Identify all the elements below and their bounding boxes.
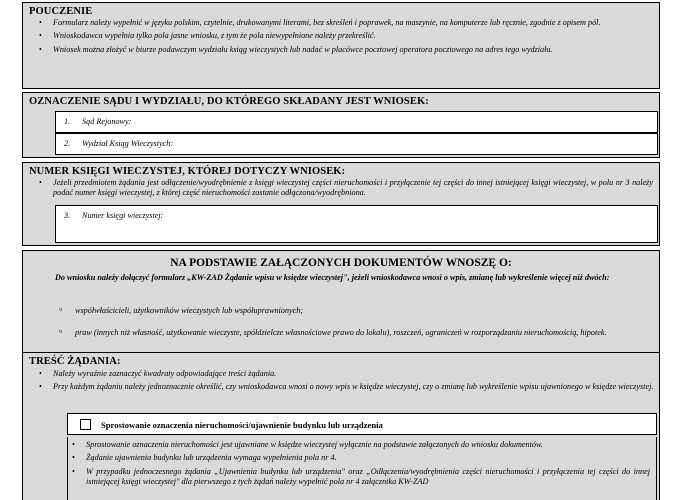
correction-checkbox-label: Sprostowanie oznaczenia nieruchomości/ujawnienie budynku lub urządzenia [101, 420, 383, 430]
bullet-icon: • [39, 178, 42, 187]
request-content-list [23, 369, 661, 393]
bullet-icon: • [72, 466, 75, 476]
bullet-icon: • [39, 31, 42, 41]
bullet-icon: • [39, 369, 42, 378]
small-square-icon: ▫ [59, 326, 63, 336]
bullet-icon: • [39, 44, 42, 54]
land-register-section [22, 162, 660, 246]
attachment-condition-rights: praw (innych niż własność, użytkowanie wieczyste, spółdzielcze własnościowe prawo do lokalu), roszczeń, ograniczeń w rozporządzaniu nieruchomością, hipotek. [75, 328, 607, 337]
bullet-icon: • [72, 453, 75, 463]
request-content-title: TREŚĆ ŻĄDANIA: [29, 356, 121, 367]
instructions-list [23, 18, 659, 55]
list-item: • Wniosek można złożyć w biurze podawczym wydziału ksiąg wieczystych lub nadać w placówce pocztowej operatora pocztowego na adres tego wydziału. [39, 44, 553, 54]
list-item: • Wnioskodawca wypełnia tylko pola jasne wniosku, z tym że pola niewypełnione należy przekreślić. [39, 31, 376, 41]
list-item: • Żądanie ujawnienia budynku lub urządzenia wymaga wypełnienia pola nr 4. [72, 453, 337, 463]
list-item: • Jeżeli przedmiotem żądania jest odłączenie/wyodrębnienie z księgi wieczystej części nieruchomości i przyłączenie tej części do innej istniejącej księgi wieczystej, w polu nr 3 należy podać numer księgi wieczystej, z której część nieruchomości zostanie odłączona/wyodrębniona. [39, 178, 653, 198]
field-label: Wydział Ksiąg Wieczystych: [82, 139, 174, 148]
list-item: • Należy wyraźnie zaznaczyć kwadraty odpowiadające treści żądania. [39, 369, 277, 378]
court-section [22, 92, 660, 158]
list-item: • W przypadku jednoczesnego żądania „Ujawnienia budynku lub urządzenia" oraz „Odłączenia/wyodrębnienia części nieruchomości i przyłączenia tej części do innej istniejącej księgi wieczystej" dla pierwszego z tych żądań należy wypełnić pola nr 4 załącznika KW-ZAD [72, 466, 650, 487]
bullet-icon: • [39, 18, 42, 27]
field-label: Numer księgi wieczystej: [82, 211, 164, 220]
list-item: • Formularz należy wypełnić w języku polskim, czytelnie, drukowanymi literami, bez skreśleń i poprawek, na maszynie, na komputerze lub ręcznie, zgodnie z opisem pól. [39, 18, 601, 27]
instructions-section [22, 2, 660, 89]
field-number: 1. [64, 117, 71, 126]
department-field[interactable] [55, 133, 658, 155]
land-register-title: NUMER KSIĘGI WIECZYSTEJ, KTÓREJ DOTYCZY WNIOSEK: [29, 166, 346, 177]
instructions-title: POUCZENIE [29, 6, 93, 17]
correction-option[interactable] [67, 413, 657, 435]
bullet-icon: • [39, 382, 42, 392]
request-basis-intro: Do wniosku należy dołączyć formularz „KW-ZAD Żądanie wpisu w księdze wieczystej", jeżeli wnioskodawca wnosi o wpis, zmianę lub wykreślenie więcej niż dwóch: [55, 273, 610, 282]
request-basis-title: NA PODSTAWIE ZAŁĄCZONYCH DOKUMENTÓW WNOSZĘ O: [170, 257, 512, 269]
correction-checkbox[interactable] [80, 419, 91, 430]
request-basis-section [22, 250, 660, 500]
list-item: • Przy każdym żądaniu należy jednoznacznie określić, czy wnioskodawca wnosi o nowy wpis w księdze wieczystej, czy o zmianę lub wykreślenie wpisu ujawnionego w księdze wieczystej. [39, 382, 654, 392]
correction-notes [67, 437, 657, 500]
land-register-number-field[interactable] [55, 205, 658, 243]
land-register-note [23, 178, 659, 199]
small-square-icon: ▫ [59, 304, 63, 314]
field-number: 2. [64, 139, 71, 148]
attachment-condition-co-owners: współwłaścicieli, użytkowników wieczystych lub współuprawnionych; [75, 306, 304, 315]
court-field[interactable] [55, 111, 658, 133]
list-item: • Sprostowanie oznaczenia nieruchomości jest ujawniane w księdze wieczystej wyłącznie na podstawie załączonych do wniosku dokumentów. [72, 440, 543, 449]
field-label: Sąd Rejonowy: [82, 117, 132, 126]
form-page [22, 0, 660, 500]
field-number: 3. [64, 211, 71, 220]
correction-notes-list [68, 437, 656, 488]
court-section-title: OZNACZENIE SĄDU I WYDZIAŁU, DO KTÓREGO SKŁADANY JEST WNIOSEK: [29, 96, 429, 107]
bullet-icon: • [72, 440, 75, 449]
